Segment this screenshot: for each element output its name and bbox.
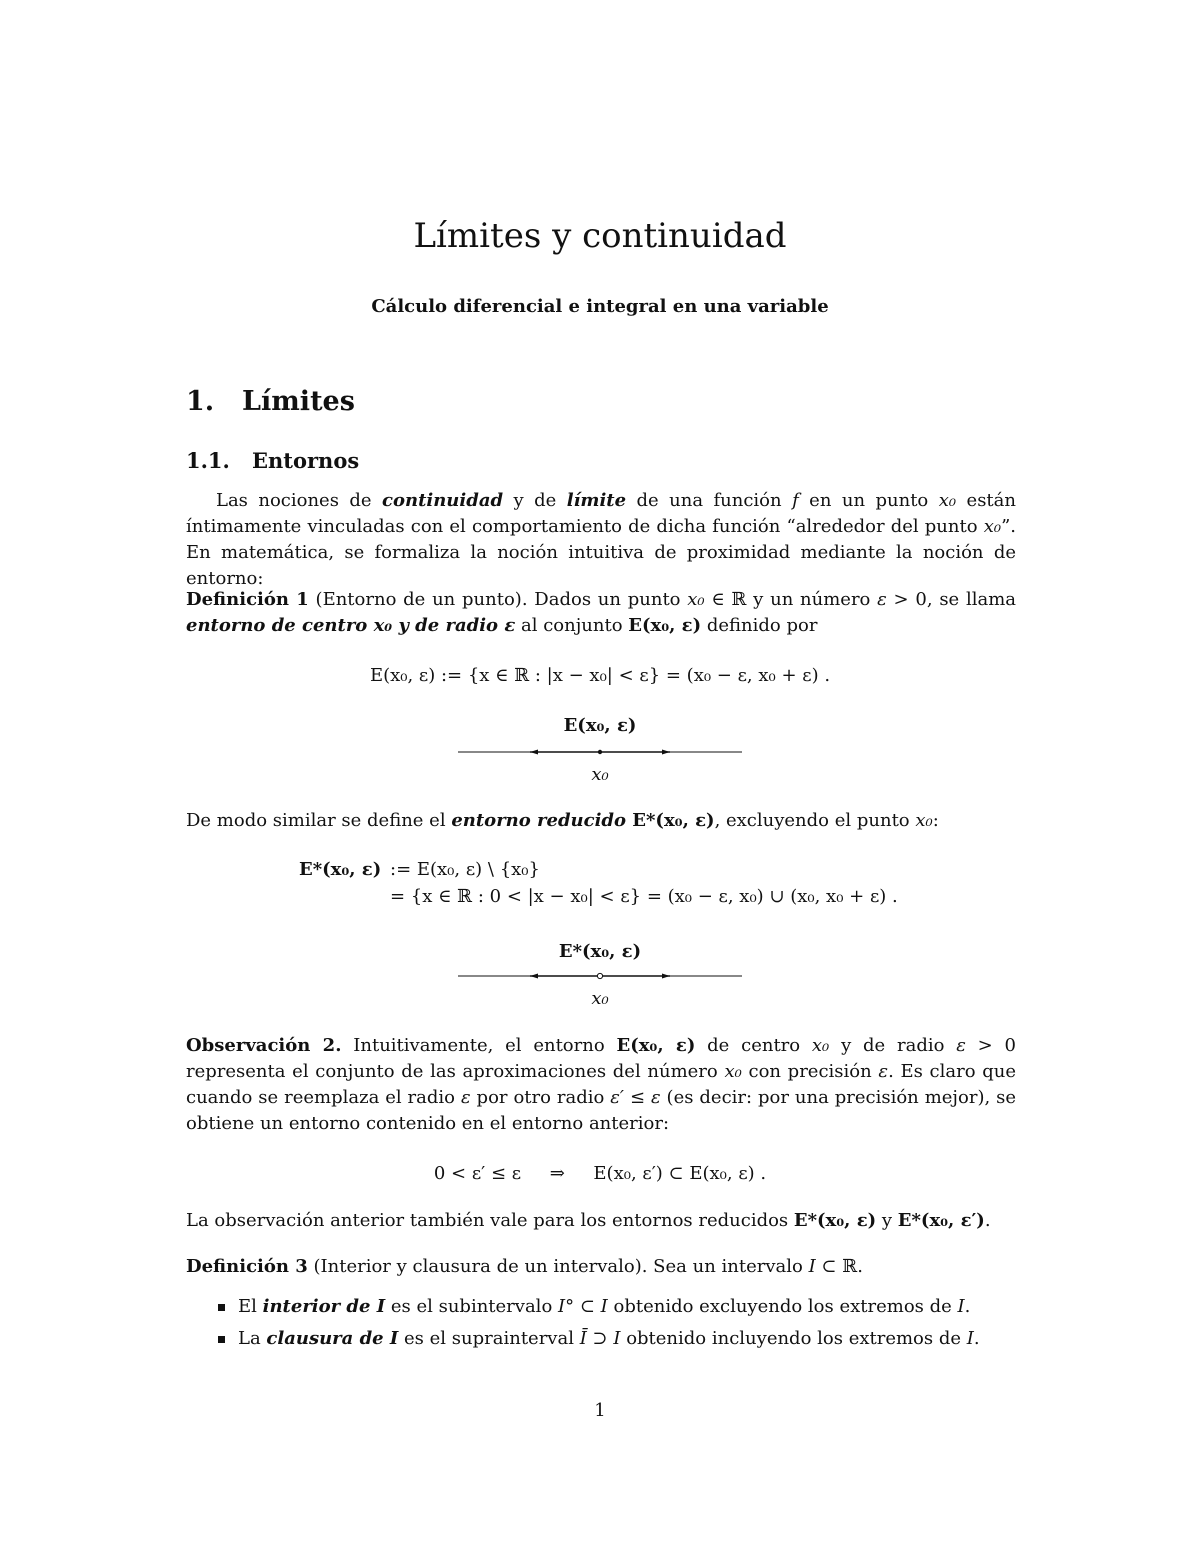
center-point: [598, 750, 602, 754]
math-I: I: [613, 1328, 621, 1349]
definition-text: definido por: [701, 615, 818, 636]
math-eps: ε: [878, 1061, 889, 1082]
list-text: .: [964, 1296, 971, 1317]
observation-2: [186, 1033, 1016, 1137]
math-eps: ε: [877, 589, 887, 610]
math-x0: x₀: [724, 1061, 742, 1082]
subsection-heading: [186, 446, 359, 476]
math-eps: ε: [460, 1087, 471, 1108]
intro-text: en un punto: [798, 490, 939, 511]
bullet-square-icon: [218, 1304, 225, 1311]
section-number: 1.: [186, 386, 215, 417]
observation-text: Intuitivamente, el entorno: [341, 1035, 617, 1056]
intro-text: y de: [503, 490, 567, 511]
math-E: E(x₀, ε): [628, 615, 702, 636]
page-number: 1: [594, 1400, 606, 1421]
math-E-star: E*(x₀, ε): [626, 810, 715, 831]
math-I: I: [966, 1328, 974, 1349]
reduced-text: , excluyendo el punto: [714, 810, 916, 831]
intro-text: están íntimamente vinculadas con el comportamiento de dicha función “alrededor del punto: [186, 490, 1016, 537]
reduced-text: :: [932, 810, 939, 831]
section-heading: [186, 383, 355, 421]
intro-text: Las nociones de: [216, 490, 383, 511]
page-title: Límites y continuidad: [413, 216, 787, 256]
remark-paragraph: [186, 1208, 1016, 1234]
list-text: ⊃: [586, 1328, 614, 1349]
reduced-text: De modo similar se define el: [186, 810, 452, 831]
observation-label: Observación 2.: [186, 1035, 342, 1056]
math-x0: x₀: [915, 810, 933, 831]
reduced-paragraph: [186, 808, 1016, 834]
observation-text: ≤: [624, 1087, 651, 1108]
list-text: es el subintervalo: [385, 1296, 558, 1317]
math-E-star: E*(x₀, ε′): [897, 1210, 985, 1231]
definition-label: Definición 1: [186, 589, 309, 610]
remark-text: La observación anterior también vale para los entornos reducidos: [186, 1210, 794, 1231]
list-text: La: [238, 1328, 267, 1349]
term-interior: interior de I: [262, 1296, 386, 1317]
definition-text: > 0, se llama: [886, 589, 1016, 610]
excluded-center-point: [597, 973, 602, 978]
math-E: E(x₀, ε): [616, 1035, 696, 1056]
figure-point-label: x₀: [591, 988, 609, 1009]
figure-entorno: [458, 714, 742, 786]
definition-text: al conjunto: [515, 615, 629, 636]
definition-1: [186, 587, 1016, 639]
definition-text: Dados un punto: [527, 589, 688, 610]
intro-text: ”. En matemática, se formaliza la noción intuitiva de proximidad mediante la noción de entorno:: [186, 516, 1016, 589]
math-f: f: [792, 490, 799, 511]
list-text: es el suprainterval: [398, 1328, 580, 1349]
math-x0: x₀: [687, 589, 705, 610]
equation-reduced-line2: = {x ∈ ℝ : 0 < |x − x₀| < ε} = (x₀ − ε, x₀) ∪ (x₀, x₀ + ε) .: [390, 886, 898, 907]
bullet-square-icon: [218, 1336, 225, 1343]
subsection-number: 1.1.: [186, 448, 230, 473]
list-text: ⊂: [574, 1296, 601, 1317]
math-I: I: [600, 1296, 608, 1317]
definition-name: (Interior y clausura de un intervalo).: [307, 1256, 648, 1277]
list-text: obtenido excluyendo los extremos de: [607, 1296, 958, 1317]
observation-text: > 0 representa el conjunto de las aproximaciones del número: [186, 1035, 1016, 1082]
definition-text: Sea un intervalo: [647, 1256, 809, 1277]
list-text: El: [238, 1296, 263, 1317]
math-x0: x₀: [938, 490, 957, 511]
math-x0: x₀: [983, 516, 1002, 537]
equation-reduced-lhs: E*(x₀, ε): [299, 859, 382, 880]
term-entorno: entorno de centro x₀ y de radio ε: [186, 615, 516, 636]
definition-label: Definición 3: [186, 1256, 308, 1277]
equation-inclusion: 0 < ε′ ≤ ε ⇒ E(x₀, ε′) ⊂ E(x₀, ε) .: [433, 1163, 767, 1184]
list-item: [216, 1294, 1016, 1320]
figure-point-label: x₀: [591, 764, 609, 785]
math-eps-prime: ε′: [610, 1087, 625, 1108]
definition-3: [186, 1254, 1016, 1280]
list-text: .: [973, 1328, 980, 1349]
equation-entorno: E(x₀, ε) := {x ∈ ℝ : |x − x₀| < ε} = (x₀ − ε, x₀ + ε) .: [369, 665, 831, 686]
intro-paragraph: [186, 488, 1016, 592]
list-text: obtenido incluyendo los extremos de: [620, 1328, 967, 1349]
math-interior-symbol: I°: [558, 1296, 575, 1317]
figure-label: E*(x₀, ε): [558, 941, 642, 962]
term-continuidad: continuidad: [382, 490, 504, 511]
number-line: [458, 742, 742, 762]
observation-text: . Es claro que cuando se reemplaza el radio: [186, 1061, 1016, 1108]
math-E-star: E*(x₀, ε): [793, 1210, 877, 1231]
term-entorno-reducido: entorno reducido: [451, 810, 627, 831]
definition-name: (Entorno de un punto).: [308, 589, 528, 610]
term-limite: límite: [566, 490, 627, 511]
observation-text: y de radio: [829, 1035, 957, 1056]
subsection-title: Entornos: [252, 448, 360, 473]
section-title: Límites: [242, 386, 355, 417]
page-subtitle: Cálculo diferencial e integral en una variable: [371, 296, 829, 317]
figure-entorno-reducido: [458, 940, 742, 1012]
remark-text: .: [984, 1210, 991, 1231]
math-closure-symbol: Ī: [579, 1328, 587, 1349]
observation-text: (es decir: por una precisión mejor), se obtiene un entorno contenido en el entorno anterior:: [186, 1087, 1016, 1134]
equation-reduced-line1: := E(x₀, ε) \ {x₀}: [390, 859, 540, 880]
definition-3-list: [216, 1294, 1016, 1358]
math-eps: ε: [650, 1087, 661, 1108]
term-clausura: clausura de I: [266, 1328, 399, 1349]
observation-text: por otro radio: [470, 1087, 611, 1108]
definition-text: ⊂ ℝ.: [815, 1256, 863, 1277]
definition-text: ∈ ℝ y un número: [704, 589, 878, 610]
math-eps: ε: [956, 1035, 966, 1056]
observation-text: con precisión: [741, 1061, 879, 1082]
intro-text: de una función: [626, 490, 793, 511]
math-x0: x₀: [811, 1035, 830, 1056]
remark-text: y: [876, 1210, 898, 1231]
list-item: [216, 1326, 1016, 1352]
math-I: I: [957, 1296, 965, 1317]
figure-label: E(x₀, ε): [563, 715, 637, 736]
number-line: [458, 966, 742, 986]
math-I: I: [808, 1256, 816, 1277]
observation-text: de centro: [695, 1035, 812, 1056]
